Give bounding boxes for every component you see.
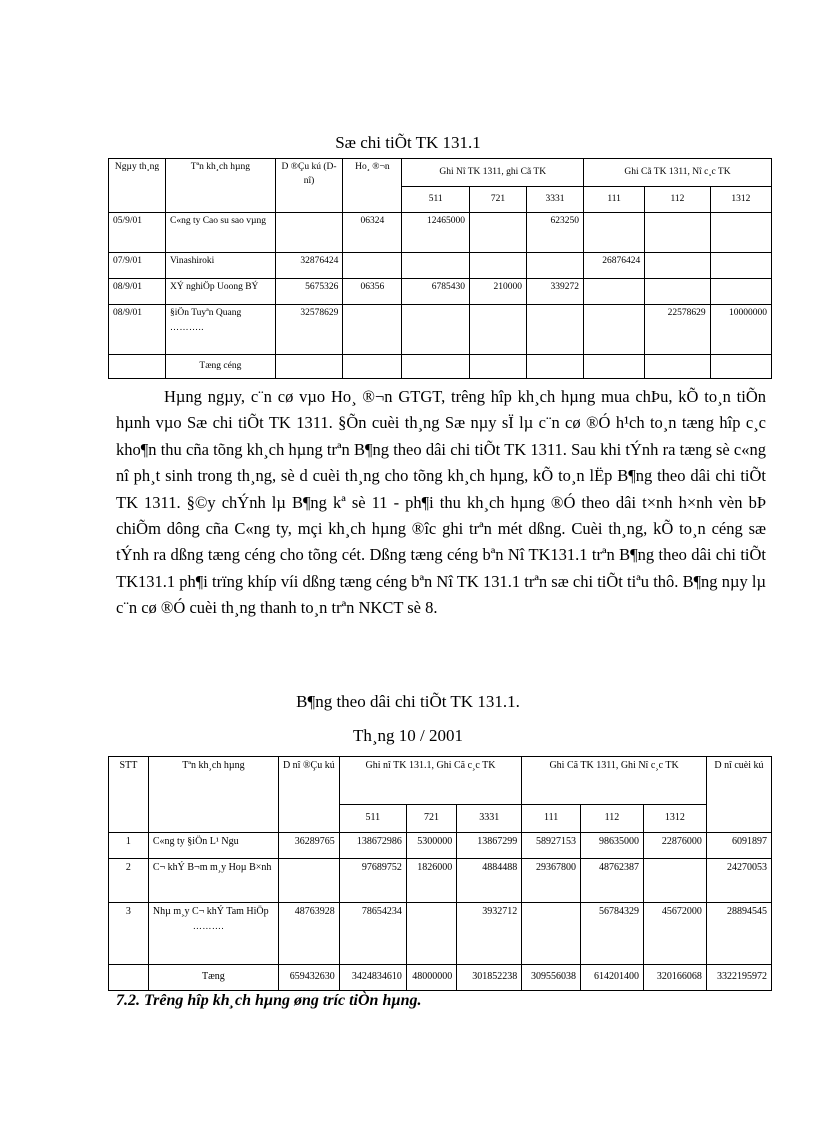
- cell-balance: 32876424: [275, 253, 343, 279]
- cell-customer: Vinashiroki: [166, 253, 276, 279]
- cell-112: [645, 253, 710, 279]
- cell-112: 98635000: [581, 833, 644, 859]
- table-row: [109, 253, 772, 279]
- total-3331: 301852238: [457, 965, 522, 991]
- header-date: Ngµy th¸ng: [109, 159, 166, 213]
- header-stt: STT: [109, 757, 149, 833]
- total-closing: 3322195972: [706, 965, 771, 991]
- header-debit-group: Ghi nî TK 131.1, Ghi Cã c¸c TK: [339, 757, 522, 805]
- cell-111: [584, 213, 645, 253]
- header-closing: D nî cuèi kú: [706, 757, 771, 833]
- header-3331: 3331: [457, 805, 522, 833]
- cell-3331: [526, 253, 583, 279]
- cell-1312: 45672000: [643, 903, 706, 965]
- cell-511: [402, 253, 470, 279]
- cell-closing: 6091897: [706, 833, 771, 859]
- cell-1312: 10000000: [710, 305, 771, 355]
- total-label: Tæng: [148, 965, 278, 991]
- header-112: 112: [581, 805, 644, 833]
- cell-closing: 24270053: [706, 859, 771, 903]
- header-511: 511: [339, 805, 406, 833]
- cell-opening: 48763928: [278, 903, 339, 965]
- total-721: 48000000: [406, 965, 456, 991]
- header-credit-group: Ghi Cã TK 1311, Nî c¸c TK: [584, 159, 772, 187]
- cell-111: [584, 279, 645, 305]
- continuation-dots: ……….: [192, 920, 225, 931]
- cell-date: 05/9/01: [109, 213, 166, 253]
- cell-721: 210000: [469, 279, 526, 305]
- cell-1312: [710, 253, 771, 279]
- header-721: 721: [406, 805, 456, 833]
- cell-721: 1826000: [406, 859, 456, 903]
- cell-date: 08/9/01: [109, 305, 166, 355]
- cell-customer: [148, 903, 278, 965]
- header-1312: 1312: [710, 187, 771, 213]
- cell-111: 29367800: [522, 859, 581, 903]
- cell-balance: 32578629: [275, 305, 343, 355]
- header-112: 112: [645, 187, 710, 213]
- cell-1312: [710, 279, 771, 305]
- header-511: 511: [402, 187, 470, 213]
- total-511: 3424834610: [339, 965, 406, 991]
- cell-111: 58927153: [522, 833, 581, 859]
- header-1312: 1312: [643, 805, 706, 833]
- cell-1312: [710, 213, 771, 253]
- header-credit-group: Ghi Cã TK 1311, Ghi Nî c¸c TK: [522, 757, 707, 805]
- cell-111: [522, 903, 581, 965]
- cell-511: 97689752: [339, 859, 406, 903]
- total-row: [109, 355, 772, 379]
- table-row: [109, 833, 772, 859]
- cell-721: [469, 305, 526, 355]
- total-label: Tæng céng: [166, 355, 276, 379]
- cell-stt: 2: [109, 859, 149, 903]
- total-112: 614201400: [581, 965, 644, 991]
- cell-opening: [278, 859, 339, 903]
- customer-name: Nhµ m¸y C¬ khÝ Tam HiÖp: [152, 906, 269, 917]
- cell-1312: [643, 859, 706, 903]
- customer-name: §iÖn Tuyªn Quang: [170, 308, 242, 318]
- section-heading: 7.2. Trêng hîp kh¸ch hµng øng tríc tiÒn hµng.: [116, 992, 422, 1009]
- header-customer: Tªn kh¸ch hµng: [148, 757, 278, 833]
- cell-stt: 3: [109, 903, 149, 965]
- table-row: [109, 213, 772, 253]
- cell-invoice: 06356: [343, 279, 402, 305]
- paragraph-text: Hµng ngµy, c¨n cø vµo Ho¸ ®¬n GTGT, trêng hîp kh¸ch hµng mua chÞu, kÕ to¸n tiÕn hµnh vµo Sæ chi tiÕt TK 1311. §Õn cuèi th¸ng Sæ nµy sÏ lµ c¨n cø ®Ó h¹ch to¸n tæng hîp c¸c kho¶n thu cña tõng kh¸ch hµng trªn B¶ng theo dâi chi tiÕt TK 1311. Sau khi tÝnh ra tæng sè c«ng nî ph¸t sinh trong th¸ng, sè d cuèi th¸ng cho tõng kh¸ch hµng, kÕ to¸n lËp B¶ng theo dâi chi tiÕt TK 1311. §©y chÝnh lµ B¶ng kª sè 11 - ph¶i thu kh¸ch hµng ®Ó theo dâi t×nh h×nh vèn bÞ chiÕm dông cña C«ng ty, mçi kh¸ch hµng ®îc ghi trªn mét dßng. Cuèi th¸ng, kÕ to¸n céng sæ tÝnh ra dßng tæng céng cho tõng cét. Dßng tæng céng bªn Nî TK131.1 trªn B¶ng theo dâi chi tiÕt TK131.1 ph¶i trïng khíp víi dßng tæng céng bªn Nî TK 131.1 trªn sæ chi tiÕt tiªu thô. B¶ng nµy lµ c¨n cø ®Ó cuèi th¸ng thanh to¸n trªn NKCT sè 8.: [116, 387, 766, 618]
- cell-721: 5300000: [406, 833, 456, 859]
- cell-3331: 4884488: [457, 859, 522, 903]
- cell-112: 22578629: [645, 305, 710, 355]
- cell-customer: [166, 305, 276, 355]
- header-111: 111: [522, 805, 581, 833]
- summary-table: [108, 756, 772, 991]
- cell-date: 07/9/01: [109, 253, 166, 279]
- cell-customer: XÝ nghiÖp Uoong BÝ: [166, 279, 276, 305]
- cell-111: [584, 305, 645, 355]
- cell-721: [469, 213, 526, 253]
- cell-112: [645, 279, 710, 305]
- cell-112: 56784329: [581, 903, 644, 965]
- cell-balance: [275, 213, 343, 253]
- continuation-dots: ………..: [170, 321, 204, 332]
- table2-title: B¶ng theo dâi chi tiÕt TK 131.1.: [296, 692, 520, 711]
- table1-title: Sæ chi tiÕt TK 131.1: [335, 133, 481, 152]
- cell-3331: [526, 305, 583, 355]
- header-721: 721: [469, 187, 526, 213]
- table-row: [109, 903, 772, 965]
- cell-3331: 339272: [526, 279, 583, 305]
- table-row: [109, 859, 772, 903]
- total-row: [109, 965, 772, 991]
- header-111: 111: [584, 187, 645, 213]
- header-invoice: Ho¸ ®¬n: [343, 159, 402, 213]
- cell-511: [402, 305, 470, 355]
- cell-balance: 5675326: [275, 279, 343, 305]
- total-1312: 320166068: [643, 965, 706, 991]
- cell-invoice: [343, 253, 402, 279]
- cell-511: 78654234: [339, 903, 406, 965]
- header-customer: Tªn kh¸ch hµng: [166, 159, 276, 213]
- cell-721: [406, 903, 456, 965]
- cell-112: [645, 213, 710, 253]
- cell-invoice: [343, 305, 402, 355]
- cell-511: 6785430: [402, 279, 470, 305]
- total-111: 309556038: [522, 965, 581, 991]
- ledger-table: [108, 158, 772, 379]
- cell-closing: 28894545: [706, 903, 771, 965]
- cell-511: 138672986: [339, 833, 406, 859]
- cell-customer: C«ng ty §iÖn L¹ Ngu: [148, 833, 278, 859]
- total-opening: 659432630: [278, 965, 339, 991]
- cell-customer: C¬ khÝ B¬m m¸y Hoµ B×nh: [148, 859, 278, 903]
- cell-date: 08/9/01: [109, 279, 166, 305]
- cell-3331: 13867299: [457, 833, 522, 859]
- cell-111: 26876424: [584, 253, 645, 279]
- cell-511: 12465000: [402, 213, 470, 253]
- cell-customer: C«ng ty Cao su sao vµng: [166, 213, 276, 253]
- cell-721: [469, 253, 526, 279]
- header-opening: D nî ®Çu kú: [278, 757, 339, 833]
- table-row: [109, 305, 772, 355]
- header-3331: 3331: [526, 187, 583, 213]
- header-debit-group: Ghi Nî TK 1311, ghi Cã TK: [402, 159, 584, 187]
- cell-112: 48762387: [581, 859, 644, 903]
- body-paragraph: [116, 384, 766, 622]
- cell-opening: 36289765: [278, 833, 339, 859]
- cell-3331: 3932712: [457, 903, 522, 965]
- cell-stt: 1: [109, 833, 149, 859]
- cell-invoice: 06324: [343, 213, 402, 253]
- table2-subtitle: Th¸ng 10 / 2001: [352, 726, 464, 745]
- cell-3331: 623250: [526, 213, 583, 253]
- cell-1312: 22876000: [643, 833, 706, 859]
- header-opening-balance: D ®Çu kú (D nî): [275, 159, 343, 213]
- table-row: [109, 279, 772, 305]
